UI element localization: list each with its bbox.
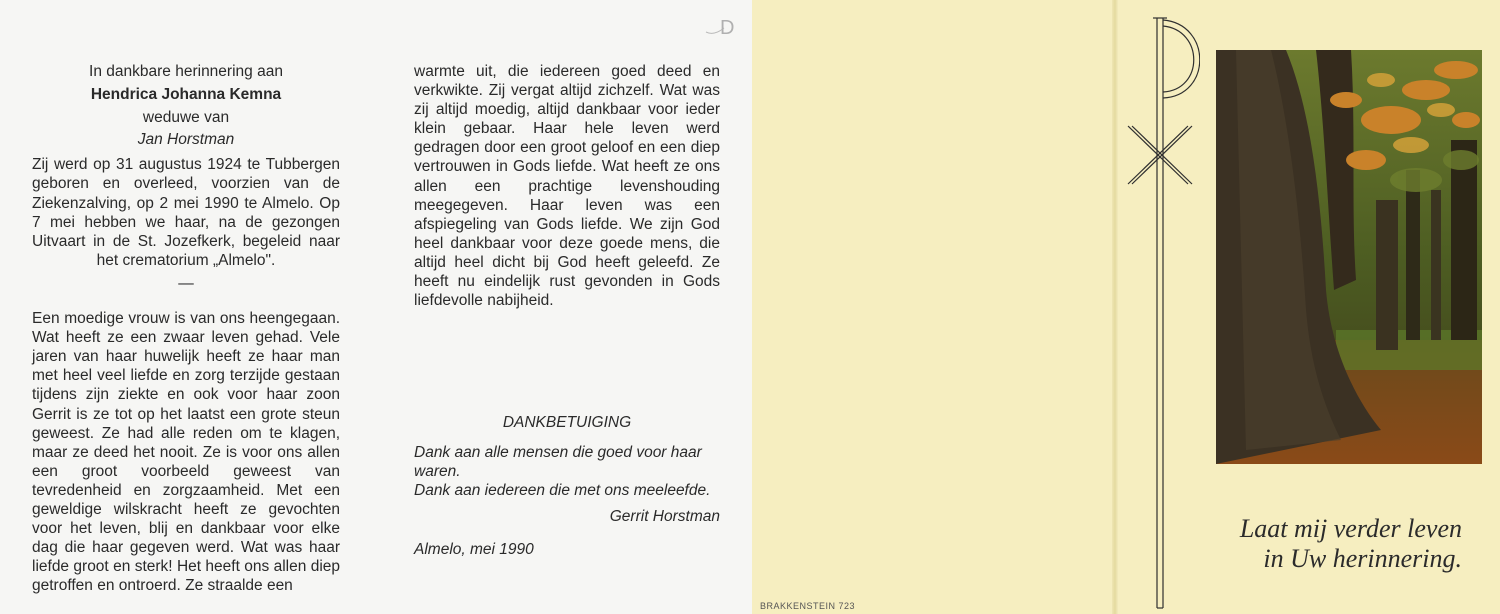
thanks-heading: DANKBETUIGING <box>502 414 632 431</box>
separator-dash: — <box>178 274 194 292</box>
deceased-name: Hendrica Johanna Kemna <box>90 86 282 104</box>
card-fold <box>1112 0 1118 614</box>
biography-paragraph: Zij werd op 31 augustus 1924 te Tubbergen geboren en overleed, voorzien van de Ziekenzalving, op 2 mei 1990 te Almelo. Op 7 mei hebben we haar, na de gezongen Uitvaart in de St. Jozefkerk, begeleid naar het crematorium „Almelo". <box>32 156 340 269</box>
thanks-line-1: Dank aan alle mensen die goed voor haar waren. <box>414 444 702 481</box>
motto-line-1: Laat mij verder leven <box>1239 514 1462 543</box>
widow-of-line: weduwe van <box>142 109 230 127</box>
place-date: Almelo, mei 1990 <box>414 541 534 558</box>
text-column-right <box>414 62 720 310</box>
intro-line: In dankbare herinnering aan <box>89 63 283 80</box>
pencil-mark-d <box>700 14 740 40</box>
memorial-motto <box>1180 514 1462 574</box>
text-column-left <box>32 62 340 595</box>
motto-line-2: in Uw herinnering. <box>1263 544 1462 573</box>
pencil-mark-letter: D <box>720 17 735 39</box>
printer-mark: BRAKKENSTEIN 723 <box>760 601 856 611</box>
thanks-signature: Gerrit Horstman <box>609 508 720 525</box>
tribute-paragraph: Een moedige vrouw is van ons heengegaan. Wat heeft ze een zwaar leven gehad. Vele jaren van haar huwelijk heeft ze haar man met heel veel liefde en zorg terzijde gestaan tijdens zijn ziekte en ook voor haar zoon Gerrit is ze tot op het laatst een grote steun geweest. Ze had alle reden om te klagen, maar ze deed het nooit. Ze is voor ons allen een groot voorbeeld geweest van tevredenheid en zorgzaamheid. Met een geweldige wilskracht heeft ze gevochten voor het leven, blij en dankbaar voor elke dag die haar gegeven werd. Wat was haar liefde groot en sterk! Het heeft ons allen diep getroffen en ontroerd. Ze straalde een <box>32 310 340 595</box>
thanks-text <box>414 443 720 500</box>
thanks-line-2: Dank aan iedereen die met ons meeleefde. <box>414 482 711 500</box>
autumn-tree-lane-photo <box>1216 50 1482 464</box>
tribute-continuation: warmte uit, die iedereen goed deed en verkwikte. Zij vergat altijd zichzelf. Wat was zij altijd moedig, altijd dankbaar voor ieder klein gebaar. Haar hele leven werd gedragen door een groot geloof en een diep vertrouwen in Gods liefde. Wat heeft ze ons allen een prachtige levenshouding meegegeven. Haar leven was een afspiegeling van Gods liefde. We zijn God heel dankbaar voor deze goede mens, die altijd heel dicht bij God heeft geleefd. Ze heeft nu eindelijk rust gevonden in Gods liefdevolle nabijheid. <box>414 63 720 310</box>
husband-name: Jan Horstman <box>137 131 235 149</box>
